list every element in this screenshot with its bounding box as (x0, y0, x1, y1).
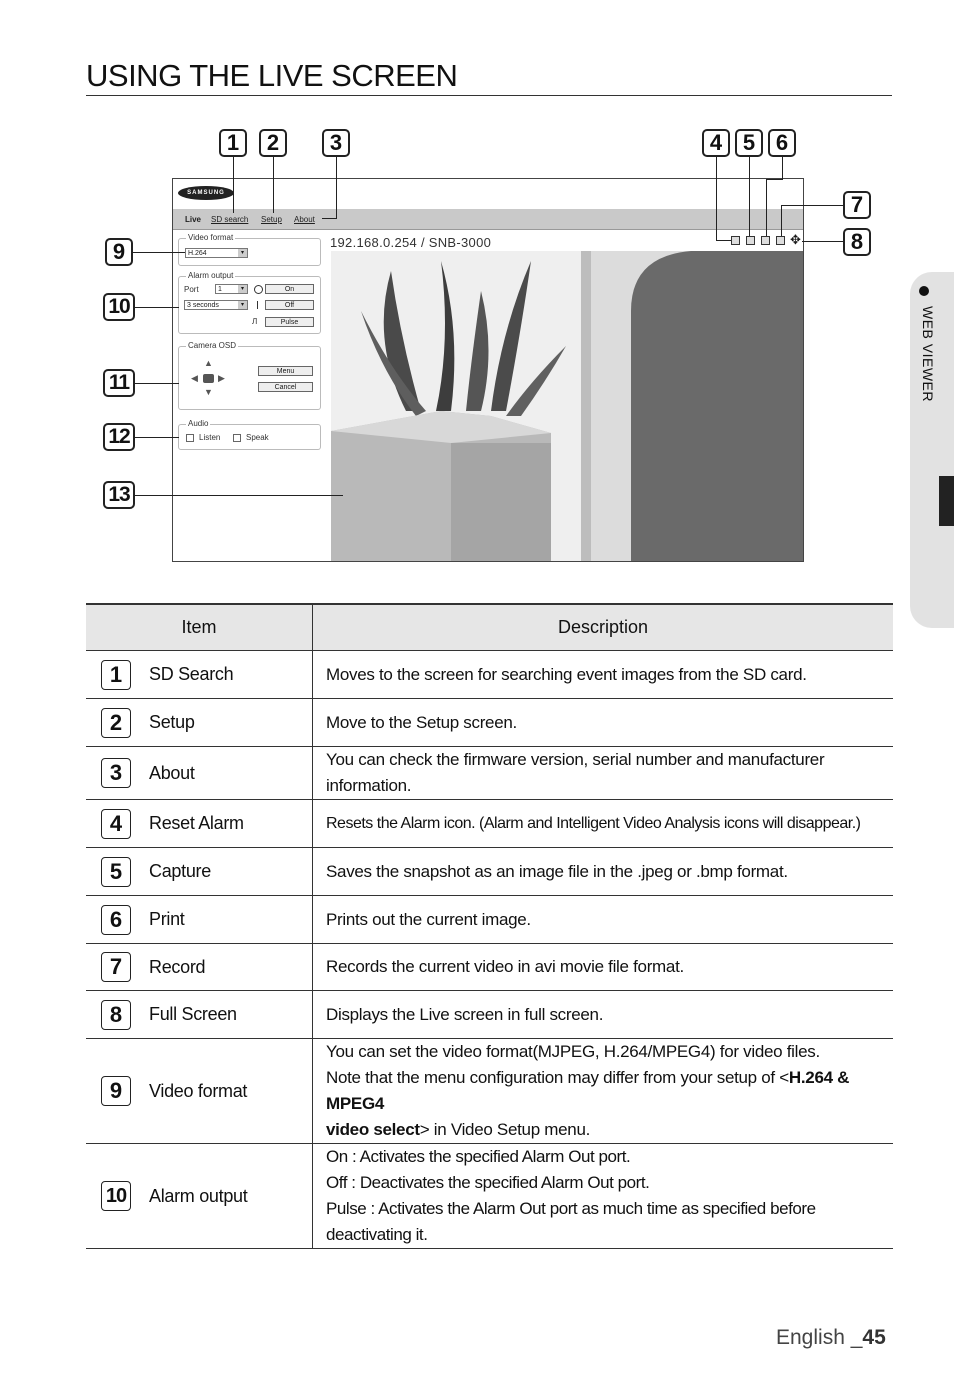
osd-cancel-button[interactable]: Cancel (258, 382, 313, 392)
description-bold: H.264 & MPEG4 (326, 1068, 850, 1113)
leader-line-6b (766, 179, 783, 180)
row-description: Records the current video in avi movie file format. (313, 944, 894, 991)
off-state-icon (257, 301, 258, 309)
table-row (86, 651, 893, 699)
bullet-icon (919, 286, 929, 296)
description-line: Note that the menu configuration may differ from your setup of < (326, 1068, 789, 1087)
row-item: Setup (149, 712, 195, 732)
callout-6: 6 (768, 129, 796, 157)
reset-alarm-icon[interactable] (731, 236, 740, 245)
table-header-row (86, 604, 893, 651)
listen-label: Listen (199, 433, 221, 442)
chevron-down-icon: ▾ (238, 301, 247, 309)
title-divider (86, 95, 892, 96)
camera-osd-label: Camera OSD (188, 341, 237, 350)
section-marker (939, 476, 954, 526)
callout-11: 11 (103, 369, 135, 397)
leader-line-13 (135, 495, 343, 496)
row-description: Move to the Setup screen. (313, 699, 894, 747)
callout-5: 5 (735, 129, 763, 157)
table-row (86, 1039, 893, 1144)
callout-12: 12 (103, 423, 135, 451)
nav-about[interactable]: About (294, 215, 315, 224)
callout-7: 7 (843, 191, 871, 219)
table-row (86, 1144, 893, 1249)
description-line: > in Video Setup menu. (419, 1120, 591, 1139)
row-number: 1 (101, 660, 131, 690)
callout-13: 13 (103, 481, 135, 509)
leader-line-6c (766, 179, 767, 236)
row-number: 6 (101, 905, 131, 935)
description-line: You can set the video format(MJPEG, H.264/MPEG4) for video files. (326, 1042, 820, 1061)
row-description: Resets the Alarm icon. (Alarm and Intelligent Video Analysis icons will disappear.) (313, 800, 894, 848)
alarm-output-label: Alarm output (188, 271, 234, 280)
leader-line-3b (322, 218, 337, 219)
leader-line-3 (336, 157, 337, 218)
listen-checkbox[interactable] (186, 434, 194, 442)
osd-menu-button[interactable]: Menu (258, 366, 313, 376)
row-description (313, 1039, 894, 1144)
description-line: On : Activates the specified Alarm Out port. (326, 1147, 631, 1166)
callout-3: 3 (322, 129, 350, 157)
samsung-logo: SAMSUNG (178, 186, 234, 200)
leader-line-4 (716, 157, 717, 240)
column-header-description: Description (313, 604, 894, 651)
leader-line-1 (233, 157, 234, 213)
osd-left-icon[interactable]: ◀ (191, 373, 198, 383)
table-row (86, 848, 893, 896)
leader-line-11 (135, 383, 179, 384)
table-row (86, 800, 893, 848)
duration-value: 3 seconds (187, 302, 219, 309)
row-description (313, 1144, 894, 1249)
audio-label: Audio (188, 419, 209, 428)
column-header-item: Item (86, 604, 313, 651)
leader-line-4b (716, 240, 731, 241)
page-footer (776, 1326, 886, 1350)
record-icon[interactable] (776, 236, 785, 245)
row-item: Video format (149, 1080, 248, 1101)
nav-sd-search[interactable]: SD search (211, 215, 249, 224)
video-format-select[interactable] (185, 248, 248, 258)
duration-select[interactable] (184, 300, 248, 310)
row-item: Full Screen (149, 1004, 237, 1024)
alarm-pulse-button[interactable]: Pulse (265, 317, 314, 327)
table-row (86, 699, 893, 747)
print-icon[interactable] (761, 236, 770, 245)
leader-line-8 (802, 241, 843, 242)
table-row (86, 747, 893, 800)
speak-checkbox[interactable] (233, 434, 241, 442)
live-video-view (331, 251, 803, 561)
leader-line-6 (782, 157, 783, 179)
plant-photo (331, 251, 803, 561)
row-number: 2 (101, 708, 131, 738)
page-number: 45 (862, 1326, 886, 1349)
callout-9: 9 (105, 238, 133, 266)
row-description: You can check the firmware version, serial number and manufacturer information. (313, 747, 894, 800)
nav-live[interactable]: Live (185, 215, 202, 224)
alarm-on-button[interactable]: On (265, 284, 314, 294)
row-number: 9 (101, 1076, 131, 1106)
on-state-icon (254, 285, 263, 294)
row-number: 8 (101, 1000, 131, 1030)
leader-line-9 (133, 252, 185, 253)
osd-enter-icon[interactable] (203, 374, 214, 383)
callout-10: 10 (103, 293, 135, 321)
description-line: Pulse : Activates the Alarm Out port as much time as specified before deactivating it. (326, 1199, 816, 1244)
description-line: Off : Deactivates the specified Alarm Out port. (326, 1173, 650, 1192)
port-value: 1 (218, 286, 222, 293)
leader-line-2 (273, 157, 274, 213)
callout-8: 8 (843, 228, 871, 256)
row-description: Prints out the current image. (313, 896, 894, 944)
row-item: Alarm output (149, 1185, 248, 1206)
leader-line-12 (135, 437, 179, 438)
row-number: 3 (101, 758, 131, 788)
video-format-value: H.264 (188, 250, 207, 257)
callout-1: 1 (219, 129, 247, 157)
capture-icon[interactable] (746, 236, 755, 245)
row-number: 7 (101, 952, 131, 982)
row-item: Print (149, 909, 185, 929)
osd-up-icon[interactable]: ▲ (204, 358, 213, 368)
row-number: 10 (101, 1181, 131, 1211)
table-row (86, 991, 893, 1039)
port-select[interactable] (215, 284, 248, 294)
row-item: SD Search (149, 664, 234, 684)
row-number: 5 (101, 857, 131, 887)
row-item: Reset Alarm (149, 813, 244, 833)
footer-language: English _ (776, 1326, 863, 1349)
callout-4: 4 (702, 129, 730, 157)
row-description: Saves the snapshot as an image file in the .jpeg or .bmp format. (313, 848, 894, 896)
row-number: 4 (101, 809, 131, 839)
leader-line-7c (781, 205, 782, 236)
page-title: USING THE LIVE SCREEN (86, 58, 458, 93)
table-row (86, 944, 893, 991)
callout-2: 2 (259, 129, 287, 157)
full-screen-icon[interactable]: ✥ (790, 232, 801, 247)
row-item: About (149, 762, 195, 783)
camera-address: 192.168.0.254 / SNB-3000 (330, 235, 492, 250)
side-tab-label-wrap (900, 306, 948, 476)
row-item: Record (149, 956, 206, 977)
speak-label: Speak (246, 433, 269, 442)
video-format-label: Video format (188, 233, 234, 242)
table-row (86, 896, 893, 944)
items-table (86, 603, 893, 1249)
leader-line-7 (797, 205, 843, 206)
camera-osd-panel (178, 346, 321, 410)
side-tab-label: WEB VIEWER (920, 306, 936, 403)
leader-line-7b (781, 205, 798, 206)
osd-right-icon[interactable]: ▶ (218, 373, 225, 383)
osd-down-icon[interactable]: ▼ (204, 387, 213, 397)
pulse-state-icon: Л (252, 317, 258, 326)
row-description: Moves to the screen for searching event images from the SD card. (313, 651, 894, 699)
row-item: Capture (149, 861, 211, 881)
description-bold: video select (326, 1120, 420, 1139)
leader-line-5 (749, 157, 750, 236)
chevron-down-icon: ▾ (238, 249, 247, 257)
port-label: Port (184, 285, 199, 294)
row-description: Displays the Live screen in full screen. (313, 991, 894, 1039)
chevron-down-icon: ▾ (238, 285, 247, 293)
leader-line-10 (135, 307, 179, 308)
nav-setup[interactable]: Setup (261, 215, 282, 224)
alarm-off-button[interactable]: Off (265, 300, 314, 310)
